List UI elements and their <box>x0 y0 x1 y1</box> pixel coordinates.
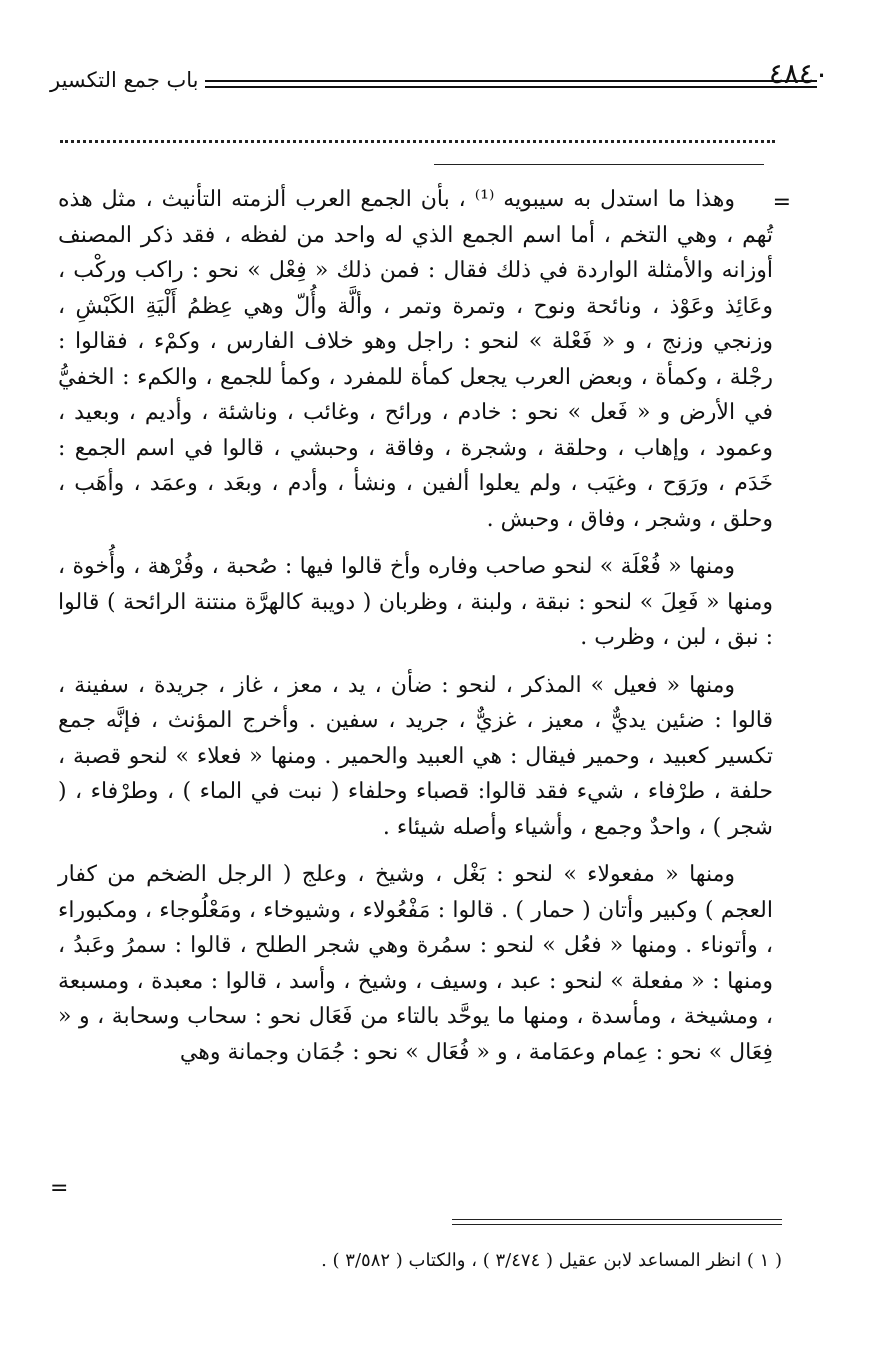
main-text <box>58 182 773 1082</box>
dotted-separator <box>60 140 775 153</box>
continuation-mark-bottom: = <box>50 1176 69 1201</box>
running-title: باب جمع التكسير <box>50 68 199 92</box>
paragraph-1: وهذا ما استدل به سيبويه ⁽¹⁾ ، بأن الجمع العرب ألزمته التأنيث ، مثل هذه تُهم ، وهي التخم ، أما اسم الجمع الذي له واحد من لفظه ، فقد ذكر المصنف أوزانه والأمثلة الواردة في ذلك فقال : فمن ذلك « فِعْل » نحو : راكب وركْب ، وعَائِذ وعَوْذ ، ونائحة ونوح ، وتمرة وتمر ، وألَّة وأُلّ وهي عِظمُ أَلْيَةِ الكَبْشِ ، وزنجي وزنج ، و « فَعْلة » لنحو : راجل وهو خلاف الفارس ، وكمْء ، فقالوا : رجْلة ، وكمأة ، وبعض العرب يجعل كمأة للمفرد ، وكمأ للجمع ، والكمء : الخفيُّ في الأرض و « فَعل » نحو : خادم ، ورائح ، وغائب ، وناشئة ، وأديم ، وبعيد ، وعمود ، وإهاب ، وحلقة ، وشجرة ، وفاقة ، وحبشي ، قالوا في اسم الجمع : خَدَم ، ورَوَح ، وغيَب ، ولم يعلوا ألفين ، ونشأ ، وأدم ، وبعَد ، وعمَد ، وأهَب ، وحلق ، وشجر ، وفاق ، وحبش . <box>58 187 773 532</box>
footnote-rule-second <box>452 1224 782 1225</box>
page-number: ٤٨٤٠ <box>768 57 829 90</box>
page-header <box>50 54 829 102</box>
section-rule <box>434 164 764 165</box>
header-rule <box>205 80 817 82</box>
header-rule-second <box>205 86 817 88</box>
paragraph-3: ومنها « فعيل » المذكر ، لنحو : ضأن ، يد ، معز ، غاز ، جريدة ، سفينة ، قالوا : ضئين يديٌّ ، معيز ، غزيٌّ ، جريد ، سفين . وأخرج المؤنث ، فإنَّه جمع تكسير كعبيد ، وحمير فيقال : هي العبيد والحمير . ومنها « فعلاء » لنحو قصبة ، حلفة ، طرْفاء ، شيء فقد قالوا: قصباء وحلفاء ( نبت في الماء ) ، وطرْفاء ، ( شجر ) ، واحدٌ وجمع ، وأشياء وأصله شيئاء . <box>58 672 773 840</box>
paragraph-4: ومنها « مفعولاء » لنحو : بَغْل ، وشيخ ، وعلج ( الرجل الضخم من كفار العجم ) وكبير وأتان ( حمار ) . قالوا : مَفْعُولاء ، وشيوخاء ، ومَعْلُوجاء ، ومكبوراء ، وأتوناء . ومنها « فعُل » لنحو : سمُرة وهي شجر الطلح ، قالوا : سمرُ وعَبدُ ، ومنها : « مفعلة » لنحو : عبد ، وسيف ، وشيخ ، وأسد ، قالوا : معبدة ، ومسبعة ، ومشيخة ، ومأسدة ، ومنها ما يوحَّد بالتاء من فَعَال نحو : سحاب وسحابة ، و « فِعَال » نحو : عِمام وعمَامة ، و « فُعَال » نحو : جُمَان وجمانة وهي <box>58 862 773 1065</box>
paragraph-2: ومنها « فُعْلَة » لنحو صاحب وفاره وأخ قالوا فيها : صُحبة ، وفُرْهة ، وأُخوة ، ومنها « فَعِلَ » لنحو : نبقة ، ولبنة ، وظربان ( دويبة كالهرَّة منتنة الرائحة ) قالوا : نبق ، لبن ، وظرب . <box>58 554 773 650</box>
footnote-rule <box>452 1219 782 1220</box>
footnote: ( ١ ) انظر المساعد لابن عقيل ( ٣/٤٧٤ ) ، والكتاب ( ٣/٥٨٢ ) . <box>321 1250 782 1271</box>
continuation-mark-top: = <box>772 190 791 215</box>
